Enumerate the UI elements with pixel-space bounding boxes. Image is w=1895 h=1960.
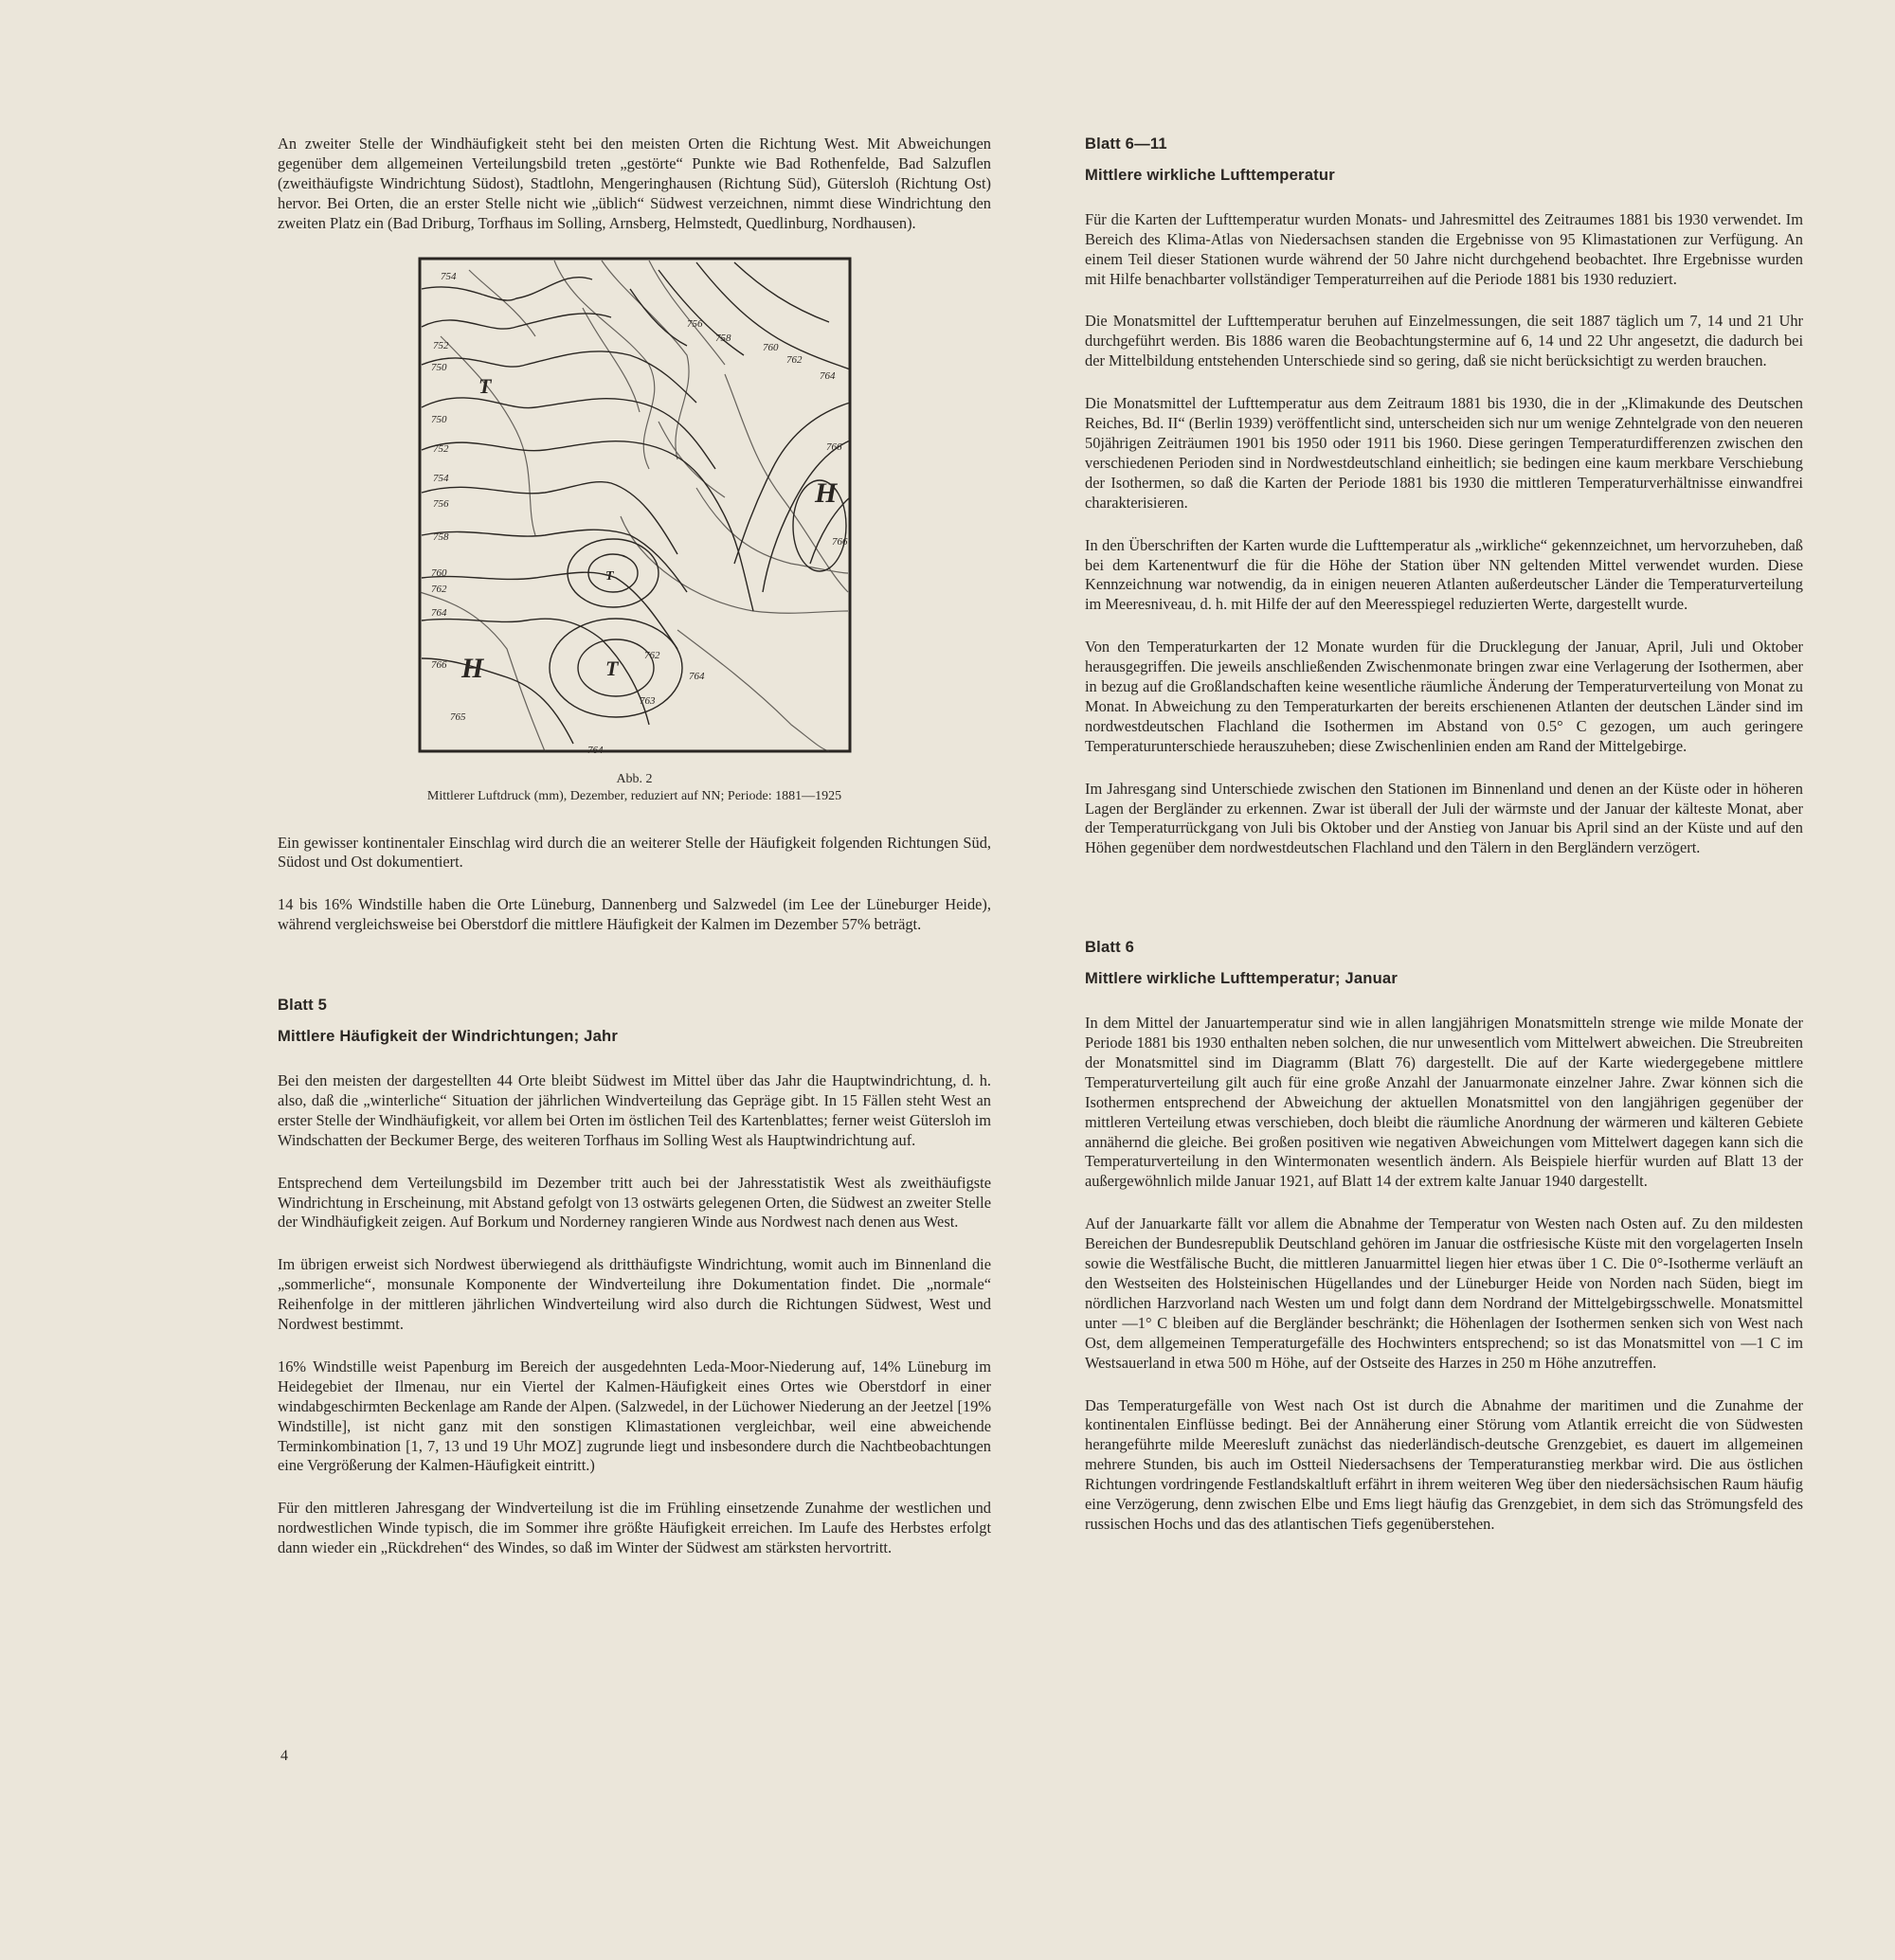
section-title-blatt-6-11: Blatt 6—11 — [1085, 135, 1167, 153]
svg-text:762: 762 — [785, 353, 802, 366]
svg-text:760: 760 — [762, 341, 778, 353]
svg-text:H: H — [460, 652, 483, 684]
svg-text:764: 764 — [819, 369, 835, 382]
svg-text:766: 766 — [825, 441, 841, 453]
svg-text:764: 764 — [587, 744, 603, 756]
paragraph: In den Überschriften der Karten wurde die Lufttemperatur als „wirkliche“ gekennzeichnet, um hervorzuheben, daß bei dem Kartenentwurf die für die Höhe der Station über NN geltenden Mittel verwendet wurden. Diese Kennzeichnung war notwendig, da in einigen neueren Atlanten außerdeutscher Länder die Temperaturverteilung im Meeresniveau, d. h. mit Hilfe der auf den Meeresspiegel reduzierten Werte, dargestellt wurde. — [1085, 535, 1803, 614]
section-title-blatt-5: Blatt 5 — [278, 996, 328, 1015]
svg-text:750: 750 — [430, 361, 446, 373]
figure-label: Abb. 2 — [616, 771, 653, 786]
paragraph: 14 bis 16% Windstille haben die Orte Lüneburg, Dannenberg und Salzwedel (im Lee der Lüneburger Heide), während vergleichsweise bei Oberstdorf die mittlere Häufigkeit der Kalmen im Dezember 57% beträgt. — [278, 895, 991, 934]
svg-text:T: T — [605, 656, 618, 680]
svg-text:758: 758 — [714, 332, 731, 344]
paragraph: Ein gewisser kontinentaler Einschlag wird durch die an weiterer Stelle der Häufigkeit folgenden Richtungen Süd, Südost und Ost dokumentiert. — [278, 833, 991, 872]
isobar-map-image — [412, 251, 857, 759]
paragraph: In dem Mittel der Januartemperatur sind wie in allen langjährigen Monatsmitteln strenge wie milde Monate der Periode 1881 bis 1930 enthalten neben solchen, die nur unwesentlich vom Mittelwert abweichen. Die Streubreiten der Monatsmittel sind im Diagramm (Blatt 76) dargestellt. Die auf der Karte wiedergegebene mittlere Temperaturverteilung gilt auch für eine große Anzahl der Januarmonate einzelner Jahre. Zwar können sich die Isothermen entsprechend der Abweichung der aktuellen Monatsmittel von den langjährigen gegenüber der mittleren Verteilung etwas verschieben, doch bleibt die räumliche Anordnung der wärmeren und kälteren Gebiete annähernd die gleiche. Bei großen positiven wie negativen Abweichungen vom Mittelwert dagegen kann sich die Temperaturverteilung in den Wintermonaten wesentlich ändern. Als Beispiele hierfür wurden auf Blatt 13 der außergewöhnlich milde Januar 1921, auf Blatt 14 der extrem kalte Januar 1940 dargestellt. — [1085, 1014, 1803, 1191]
paragraph: Bei den meisten der dargestellten 44 Orte bleibt Südwest im Mittel über das Jahr die Hauptwindrichtung, d. h. also, daß die „winterliche“ Situation der jährlichen Windverteilung das Gepräge gibt. In 15 Fällen steht West an erster Stelle der Windhäufigkeit, vor allem bei Orten im östlichen Teil des Kartenblattes; ferner weist Gütersloh im Windschatten der Beckumer Berge, des weiteren Torfhaus im Solling West als Hauptwindrichtung auf. — [278, 1070, 991, 1149]
paragraph: Die Monatsmittel der Lufttemperatur aus dem Zeitraum 1881 bis 1930, die in der „Klimakunde des Deutschen Reiches, Bd. II“ (Berlin 1939) veröffentlicht sind, unterscheiden sich nur um wenige Zehntelgrade von den neueren 50jährigen Zeiträumen 1901 bis 1950 oder 1911 bis 1960. Diese geringen Temperaturdifferenzen zwischen den verschiedenen Perioden sind in Nordwestdeutschland einheitlich; sie bedingen eine kaum merkbare Verschiebung der Isothermen, so daß die Karten der Periode 1881 bis 1930 die mittleren Temperaturverhältnisse einwandfrei charakterisieren. — [1085, 394, 1803, 512]
svg-text:764: 764 — [430, 606, 446, 619]
svg-text:752: 752 — [432, 442, 448, 455]
svg-text:T: T — [605, 568, 614, 584]
paragraph: 16% Windstille weist Papenburg im Bereich der ausgedehnten Leda-Moor-Niederung auf, 14% Lüneburg im Heidegebiet der Ilmenau, nur ein Viertel der Kalmen-Häufigkeit eines Ortes wie Oberstdorf in einer windabgeschirmten Beckenlage am Rande der Alpen. (Salzwedel, in der Lüchower Niederung an der Jeetzel [19% Windstille], ist nicht ganz mit den sonstigen Klimastationen vergleichbar, weil eine abweichende Terminkombination [1, 7, 13 und 19 Uhr MOZ] zugrunde liegt und insbesondere durch die Nachtbeobachtungen eine Vergrößerung der Kalmen-Häufigkeit eintritt.) — [278, 1357, 991, 1475]
svg-text:750: 750 — [430, 413, 446, 425]
paragraph: Entsprechend dem Verteilungsbild im Dezember tritt auch bei der Jahresstatistik West als zweithäufigste Windrichtung in Erscheinung, mit Abstand gefolgt von 13 ostwärts gelegenen Orten, die Südwest an zweiter Stelle der Windhäufigkeit zeigen. Auf Borkum und Norderney rangieren Winde aus Nordwest nach denen aus West. — [278, 1173, 991, 1232]
svg-text:762: 762 — [430, 583, 446, 595]
svg-text:756: 756 — [686, 317, 702, 330]
svg-text:754: 754 — [432, 472, 448, 484]
page-number: 4 — [280, 1748, 288, 1764]
paragraph: Auf der Januarkarte fällt vor allem die Abnahme der Temperatur von Westen nach Osten auf. Zu den mildesten Bereichen der Bundesrepublik Deutschland gehören im Januar die ostfriesische Küste mit den vorgelagerten Inseln sowie die Westfälische Bucht, die mittleren Januarmittel liegen hier etwas über 1 C. Die 0°-Isotherme verläuft an den Westseiten des Holsteinischen Hügellandes und der Lüneburger Heide von Norden nach Süden, biegt im nördlichen Harzvorland nach Westen um und folgt dann dem Nordrand der Mittelgebirgsschwelle. Monatsmittel unter —1° C bleiben auf die Bergländer beschränkt; die Höhenlagen der Isothermen senken sich von West nach Ost, dem allgemeinen Temperaturgefälle des Hochwinters entsprechend; so ist das Monatsmittel von —1 C im Westsauerland in etwa 500 m Höhe, auf der Ostseite des Harzes in 250 m Höhe anzutreffen. — [1085, 1214, 1803, 1372]
paragraph: Von den Temperaturkarten der 12 Monate wurden für die Drucklegung der Januar, April, Juli und Oktober herausgegriffen. Die jeweils anschließenden Zwischenmonate bringen zwar eine Verlagerung der Isothermen, aber in bezug auf die Großlandschaften keine wesentliche räumliche Änderung der Temperaturverteilung von Monat zu Monat. In Abweichung zu den Temperaturkarten der bereits erschienenen Atlanten der deutschen Länder sind im nordwestdeutschen Flachland die Isothermen im Abstand von 0.5° C gezogen, um auch geringere Temperaturunterschiede herauszuheben; diese Zwischenlinien enden am Rand der Mittelgebirge. — [1085, 638, 1803, 755]
paragraph: Im Jahresgang sind Unterschiede zwischen den Stationen im Binnenland und denen an der Küste oder in höheren Lagen der Bergländer zu erkennen. Zwar ist überall der Juli der wärmste und der Januar der kälteste Monat, aber der Temperaturrückgang von Juli bis Oktober und der Anstieg von Januar bis April sind an der Küste und auf den Höhen gegenüber dem nordwestdeutschen Flachland und den Tälern in den Bergländern verzögert. — [1085, 779, 1803, 857]
figure-abb-2 — [278, 251, 991, 805]
paragraph: Das Temperaturgefälle von West nach Ost ist durch die Abnahme der maritimen und die Zunahme der kontinentalen Einflüsse bedingt. Bei der Annäherung einer Störung vom Atlantik erreicht die von Südwesten herangeführte milde Meeresluft zunächst das niederländisch-deutsche Grenzgebiet, es dauert im allgemeinen mehrere Stunden, bis auch im Ostteil Niedersachsens der Temperaturanstieg merkbar wird. Die aus östlichen Richtungen vordringende Festlandskaltluft erfährt in ihrem weiteren Weg über den niedersächsischen Raum häufig eine Verzögerung, denn zwischen Elbe und Ems liegt häufig das Grenzgebiet, in dem sich das Strömungsfeld des russischen Hochs und das des atlantischen Tiefs gegenüberstehen. — [1085, 1395, 1803, 1533]
section-subtitle-blatt-6: Mittlere wirkliche Lufttemperatur; Januar — [1085, 969, 1399, 988]
paragraph: Die Monatsmittel der Lufttemperatur beruhen auf Einzelmessungen, die seit 1887 täglich um 7, 14 und 21 Uhr durchgeführt werden. Bis 1886 waren die Beobachtungstermine auf 6, 14 und 22 Uhr angesetzt, die dadurch bei der Mittelbildung entstehenden Unterschiede sind so gering, daß sie nicht berücksichtigt zu werden brauchen. — [1085, 312, 1803, 370]
svg-text:754: 754 — [440, 270, 456, 282]
svg-text:763: 763 — [639, 694, 655, 707]
svg-text:T: T — [478, 373, 491, 398]
svg-text:766: 766 — [430, 658, 446, 671]
paragraph: Für den mittleren Jahresgang der Windverteilung ist die im Frühling einsetzende Zunahme der westlichen und nordwestlichen Winde typisch, die im Sommer ihre größte Häufigkeit erreichen. Im Laufe des Herbstes erfolgt dann wieder ein „Rückdrehen“ des Windes, so daß im Winter der Südwest am stärksten hervortritt. — [278, 1499, 991, 1557]
svg-text:760: 760 — [430, 566, 446, 579]
pressure-map — [412, 251, 857, 759]
svg-text:758: 758 — [432, 530, 448, 543]
svg-text:756: 756 — [432, 497, 448, 510]
svg-text:H: H — [814, 477, 837, 509]
figure-caption — [278, 771, 991, 805]
section-subtitle-blatt-5: Mittlere Häufigkeit der Windrichtungen; Jahr — [278, 1027, 618, 1046]
svg-text:764: 764 — [688, 670, 704, 682]
paragraph: Im übrigen erweist sich Nordwest überwiegend als dritthäufigste Windrichtung, womit auch im Binnenland die „sommerliche“, monsunale Komponente der Windverteilung ihre Dokumentation findet. Die „normale“ Reihenfolge in der mittleren jährlichen Windverteilung wird also durch die Richtungen Südwest, West und Nordwest bestimmt. — [278, 1255, 991, 1334]
section-subtitle-blatt-6-11: Mittlere wirkliche Lufttemperatur — [1085, 165, 1335, 184]
section-title-blatt-6: Blatt 6 — [1085, 938, 1135, 957]
left-column — [278, 135, 991, 1581]
paragraph: Für die Karten der Lufttemperatur wurden Monats- und Jahresmittel des Zeitraumes 1881 bis 1930 verwendet. Im Bereich des Klima-Atlas von Niedersachsen standen die Ergebnisse von 95 Klimastationen zur Verfügung. An einem Teil dieser Stationen wurde während der 50 Jahre nicht durchgehend beobachtet. Ihre Ergebnisse wurden mit Hilfe benachbarter vollständiger Temperaturreihen auf die Periode 1881 bis 1930 reduziert. — [1085, 209, 1803, 288]
right-column — [1085, 135, 1803, 1557]
svg-text:765: 765 — [449, 710, 465, 723]
svg-text:752: 752 — [432, 339, 448, 351]
paragraph: An zweiter Stelle der Windhäufigkeit steht bei den meisten Orten die Richtung West. Mit Abweichungen gegenüber dem allgemeinen Verteilungsbild treten „gestörte“ Punkte wie Bad Rothenfelde, Bad Salzuflen (zweithäufigste Windrichtung Südost), Stadtlohn, Mengeringhausen (Richtung Süd), Gütersloh (Richtung Ost) hervor. Bei Orten, die an erster Stelle nicht wie „üblich“ Südwest verzeichnen, nimmt diese Windrichtung den zweiten Platz ein (Bad Driburg, Torfhaus im Solling, Arnsberg, Helmstedt, Quedlinburg, Nordhausen). — [278, 135, 991, 232]
svg-text:766: 766 — [831, 535, 847, 548]
svg-text:762: 762 — [643, 649, 659, 661]
figure-caption-text: Mittlerer Luftdruck (mm), Dezember, reduziert auf NN; Periode: 1881—1925 — [426, 788, 842, 803]
